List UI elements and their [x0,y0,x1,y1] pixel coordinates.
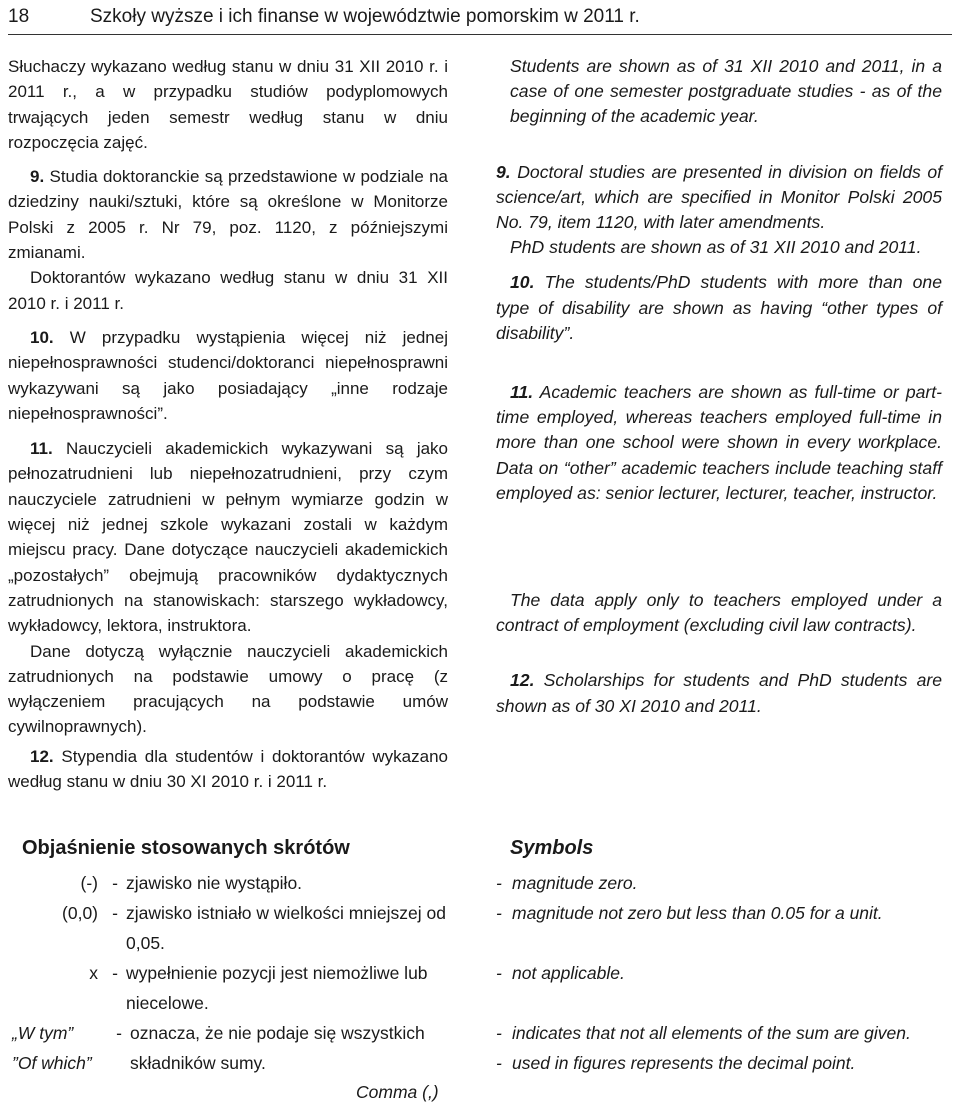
symbol-key-pl: „W tym” [12,1023,74,1043]
en-note-11-text: Academic teachers are shown as full-time or part-time employed, whereas teachers employed full-time in more than one school were shown in every workplace. Data on “other” academic teachers include teaching staff employed as: senior lecturer, lecturer, teacher, instructor. [496,382,942,503]
en-note-10-number: 10. [510,272,535,293]
pl-note-11-number: 11. [30,439,53,459]
symbol-key: (-) [80,873,98,893]
pl-note-9-number: 9. [30,167,45,187]
symbol-text: zjawisko nie wystąpiło. [126,873,303,893]
symbol-row-en [496,868,952,898]
symbol-dash: - [496,903,502,923]
pl-note-12-text: Stypendia dla studentów i doktorantów wykazano według stanu w dniu 30 XI 2010 r. i 2011 r. [8,746,448,792]
symbol-text-en: not applicable. [512,963,625,983]
symbol-text-en: indicates that not all elements of the sum are given. [512,1023,911,1043]
pl-note-11-contract: Dane dotyczą wyłącznie nauczycieli akademickich zatrudnionych na podstawie umowy o pracę (z wyłączeniem pracujących na podstawie umów cywilnoprawnych). [8,641,448,737]
symbol-text-en: used in figures represents the decimal point. [512,1053,856,1073]
symbol-dash: - [112,963,118,983]
page-number: 18 [8,6,30,27]
symbol-row-en [496,958,952,988]
symbol-dash: - [496,1023,502,1043]
symbol-text: zjawisko istniało w wielkości mniejszej od 0,05. [126,903,446,953]
symbol-dash: - [496,963,502,983]
symbol-text: wypełnienie pozycji jest niemożliwe lub niecelowe. [126,963,428,1013]
symbols-list-pl [8,868,468,1078]
en-note-9-text: Doctoral studies are presented in division on fields of science/art, which are specified in Monitor Polski 2005 No. 79, item 1120, with later amendments. [496,161,943,233]
en-note-12-number: 12. [510,670,535,691]
en-note-11-number: 11. [510,382,534,403]
pl-note-12 [8,744,448,795]
en-note-11-contract: The data apply only to teachers employed under a contract of employment (excluding civil law contracts). [496,590,942,636]
symbol-row [8,868,468,898]
symbol-dash: - [496,873,502,893]
en-note-9-number: 9. [496,161,511,182]
symbol-key: x [89,963,98,983]
symbol-dash: - [116,1023,122,1043]
pl-note-listeners: Słuchaczy wykazano według stanu w dniu 31 XII 2010 r. i 2011 r., a w przypadku studiów podyplomowych trwających jeden semestr według stanu w dniu rozpoczęcia zajęć. [8,57,448,152]
en-note-9-phd: PhD students are shown as of 31 XII 2010 and 2011. [510,237,922,258]
en-note-10 [496,270,942,346]
pl-note-9-phd: Doktorantów wykazano według stanu w dniu 31 XII 2010 r. i 2011 r. [8,268,448,313]
polish-column [8,54,448,794]
symbol-key [8,1018,108,1078]
pl-note-10-text: W przypadku wystąpienia więcej niż jednej niepełnosprawności studenci/doktoranci niepełnosprawni wykazywani są jako posiadający „inne rodzaje niepełnosprawności”. [8,327,448,423]
comma-label: Comma (,) [356,1082,439,1102]
pl-note-9 [8,164,448,265]
pl-note-9-text: Studia doktoranckie są przedstawione w podziale na dziedziny nauki/sztuki, które są określone w Monitorze Polski z 2005 r. Nr 79, poz. 1120, z późniejszymi zmianami. [8,167,448,263]
symbol-dash: - [112,903,118,923]
symbol-key-en: ”Of which” [12,1053,92,1073]
en-note-9 [496,160,942,236]
page-header [8,4,952,35]
symbol-row [8,898,468,958]
symbol-dash: - [112,873,118,893]
symbol-row-en [496,1048,952,1078]
symbols-heading-pl: Objaśnienie stosowanych skrótów [22,837,350,859]
en-note-12-text: Scholarships for students and PhD students are shown as of 30 XI 2010 and 2011. [496,670,942,716]
page-title: Szkoły wyższe i ich finanse w województwie pomorskim w 2011 r. [90,6,640,27]
en-note-10-text: The students/PhD students with more than one type of disability are shown as having “other types of disability”. [496,272,942,343]
symbol-text-en: magnitude not zero but less than 0.05 for a unit. [512,903,883,923]
pl-note-10-number: 10. [30,327,54,347]
symbol-row-en [496,1018,952,1048]
symbol-row [8,1018,468,1078]
en-note-students: Students are shown as of 31 XII 2010 and 2011, in a case of one semester postgraduate studies - as of the beginning of the academic year. [510,56,942,127]
symbol-text-en: magnitude zero. [512,873,638,893]
pl-note-11 [8,436,448,638]
en-note-11 [496,380,942,506]
pl-note-10 [8,325,448,426]
pl-note-12-number: 12. [30,746,54,766]
en-note-12 [496,668,942,718]
symbol-row [8,958,468,1018]
symbol-key: (0,0) [62,903,98,923]
pl-note-11-text: Nauczycieli akademickich wykazywani są jako pełnozatrudnieni lub niepełnozatrudnieni, przy czym nauczyciele zatrudnieni w pełnym wymiarze godzin w więcej niż jednej szkole wykazani zostali w każdym miejscu pracy. Dane dotyczące nauczycieli akademickich „pozostałych” obejmują pracowników dydaktycznych zatrudnionych na stanowiskach: starszego wykładowcy, wykładowcy, lektora, instruktora. [8,439,449,636]
symbol-row-en [496,898,952,928]
symbol-text: oznacza, że nie podaje się wszystkich składników sumy. [130,1023,425,1073]
symbols-list-en [496,868,952,1078]
english-column [496,54,942,719]
symbol-dash: - [496,1053,502,1073]
symbols-heading-en: Symbols [510,837,594,859]
